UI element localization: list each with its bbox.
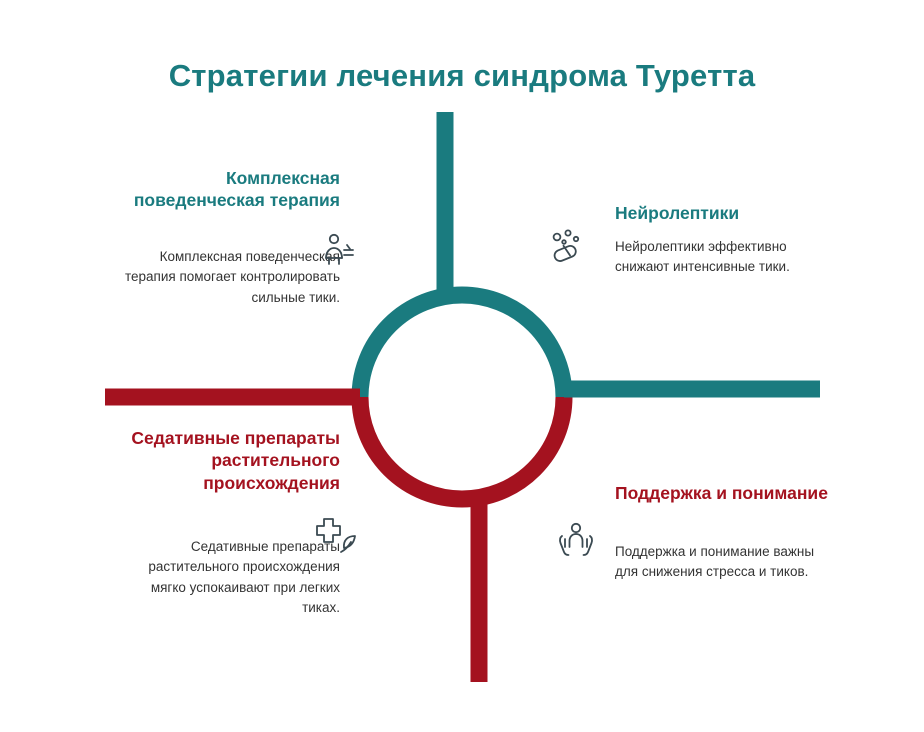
herbal-medicine-icon: [308, 515, 368, 565]
support-hands-icon: [553, 519, 599, 565]
quadrant-heading-cbt: Комплексная поведенческая терапия: [133, 168, 340, 211]
quadrant-body-neuroleptics: Нейролептики эффективно снижают интенсивные тики.: [615, 239, 790, 275]
quadrant-body-support: Поддержка и понимание важны для снижения стресса и тиков.: [615, 544, 815, 580]
quadrant-heading-support: Поддержка и понимание: [615, 483, 828, 503]
quadrant-heading-sedatives: Седативные препараты растительного происхождения: [131, 428, 340, 493]
pills-icon: [548, 227, 594, 273]
quadrant-body-sedatives: Седативные препараты растительного происхождения мягко успокаивают при легких тиках.: [148, 539, 340, 615]
quadrant-body-cbt: Комплексная поведенческая терапия помогает контролировать сильные тики.: [124, 249, 340, 305]
quadrant-heading-neuroleptics: Нейролептики: [615, 203, 740, 223]
page-title: Стратегии лечения синдрома Туретта: [168, 58, 756, 93]
circular-diagram: [105, 112, 828, 682]
person-therapy-icon: [317, 230, 361, 274]
